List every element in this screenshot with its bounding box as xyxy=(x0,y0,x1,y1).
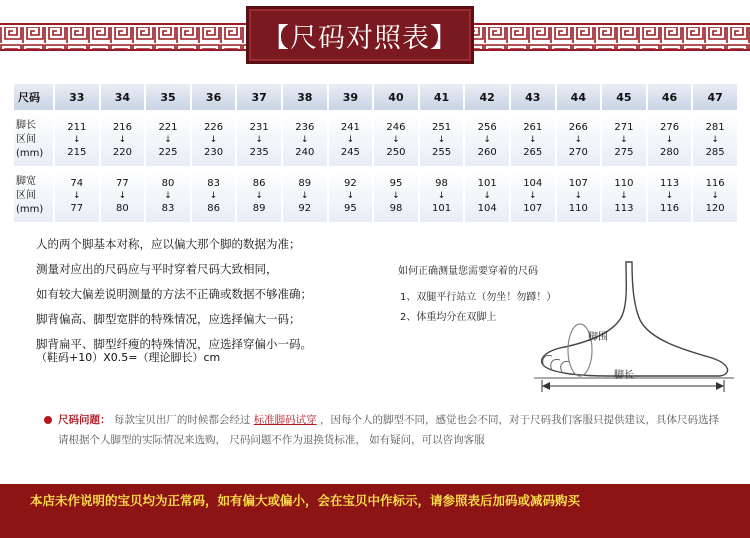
range-max: 285 xyxy=(705,147,725,158)
range-max: 77 xyxy=(70,203,84,214)
range-max: 101 xyxy=(432,203,452,214)
down-arrow-icon: ↓ xyxy=(574,135,583,145)
range-max: 230 xyxy=(204,147,224,158)
diagram-step-2: 2、体重均分在双脚上 xyxy=(400,312,497,323)
range-min: 271 xyxy=(614,122,634,133)
range-min: 276 xyxy=(659,122,680,133)
size-cell: 35 xyxy=(145,84,191,110)
range-max: 235 xyxy=(249,147,269,158)
range-min: 231 xyxy=(249,122,269,133)
foot-length-range-cell xyxy=(556,114,602,166)
foot-width-range-cell xyxy=(419,170,465,222)
foot-width-range-cell xyxy=(373,170,419,222)
range-min: 251 xyxy=(432,122,452,133)
down-arrow-icon: ↓ xyxy=(665,135,674,145)
size-cell: 33 xyxy=(54,84,100,110)
down-arrow-icon: ↓ xyxy=(483,135,491,145)
range-max: 86 xyxy=(207,203,220,214)
down-arrow-icon: ↓ xyxy=(118,135,127,145)
note-line: 测量对应出的尺码应与平时穿着尺码大致相同， xyxy=(36,262,278,276)
range-max: 113 xyxy=(614,203,634,214)
range-min: 266 xyxy=(568,122,588,133)
diagram-title: 如何正确测量您需要穿着的尺码 xyxy=(398,266,538,277)
size-issue-note xyxy=(58,410,728,450)
range-min: 92 xyxy=(343,178,357,189)
size-cell: 45 xyxy=(601,84,647,110)
range-min: 246 xyxy=(386,122,406,133)
foot-length-range-cell xyxy=(191,114,237,166)
foot-length-range-cell xyxy=(236,114,282,166)
range-min: 74 xyxy=(70,178,84,189)
foot-measure-diagram xyxy=(394,258,746,398)
foot-width-row xyxy=(14,170,738,222)
size-cell: 46 xyxy=(647,84,693,110)
down-arrow-icon: ↓ xyxy=(620,135,628,145)
size-cell: 42 xyxy=(464,84,510,110)
down-arrow-icon: ↓ xyxy=(255,191,263,201)
down-arrow-icon: ↓ xyxy=(483,191,491,201)
range-max: 215 xyxy=(67,147,87,158)
size-chart-table xyxy=(14,84,739,222)
down-arrow-icon: ↓ xyxy=(574,191,583,201)
foot-length-range-cell xyxy=(601,114,647,166)
down-arrow-icon: ↓ xyxy=(346,191,355,201)
down-arrow-icon: ↓ xyxy=(73,135,81,145)
foot-length-range-cell xyxy=(282,114,328,166)
down-arrow-icon: ↓ xyxy=(392,135,400,145)
foot-width-range-cell xyxy=(328,170,374,222)
foot-width-range-cell xyxy=(556,170,602,222)
range-min: 211 xyxy=(67,122,87,133)
foot-width-label xyxy=(14,170,54,222)
down-arrow-icon: ↓ xyxy=(711,135,719,145)
down-arrow-icon: ↓ xyxy=(118,191,127,201)
down-arrow-icon: ↓ xyxy=(255,135,263,145)
size-cell: 40 xyxy=(373,84,419,110)
range-max: 250 xyxy=(386,147,406,158)
foot-width-range-cell xyxy=(236,170,282,222)
range-min: 241 xyxy=(340,122,360,133)
issue-label: 尺码问题： xyxy=(58,414,111,426)
foot-length-range-cell xyxy=(510,114,556,166)
range-max: 275 xyxy=(614,147,634,158)
size-cell: 44 xyxy=(556,84,602,110)
range-min: 104 xyxy=(523,178,543,189)
size-cell: 34 xyxy=(100,84,146,110)
range-max: 280 xyxy=(659,147,680,158)
range-max: 120 xyxy=(705,203,725,214)
foot-length-label-line: 区间 xyxy=(16,134,36,145)
range-max: 265 xyxy=(523,147,543,158)
foot-length-range-cell xyxy=(100,114,146,166)
range-min: 80 xyxy=(161,178,175,189)
range-min: 221 xyxy=(158,122,178,133)
range-max: 110 xyxy=(568,203,588,214)
range-min: 101 xyxy=(477,178,497,189)
range-min: 98 xyxy=(435,178,448,189)
range-min: 116 xyxy=(705,178,725,189)
foot-width-range-cell xyxy=(282,170,328,222)
foot-length-range-cell xyxy=(373,114,419,166)
note-line: 脚背偏高、脚型宽胖的特殊情况，应选择偏大一码； xyxy=(36,312,301,326)
foot-width-range-cell xyxy=(692,170,738,222)
foot-width-range-cell xyxy=(510,170,556,222)
foot-length-label-diagram: 脚长 xyxy=(614,370,634,381)
size-cell: 41 xyxy=(419,84,465,110)
down-arrow-icon: ↓ xyxy=(164,135,172,145)
foot-width-range-cell xyxy=(647,170,693,222)
range-max: 225 xyxy=(158,147,178,158)
foot-width-range-cell xyxy=(54,170,100,222)
range-min: 107 xyxy=(568,178,588,189)
range-min: 89 xyxy=(298,178,312,189)
measurement-notes xyxy=(36,232,396,364)
down-arrow-icon: ↓ xyxy=(209,191,218,201)
foot-length-range-cell xyxy=(419,114,465,166)
range-max: 107 xyxy=(523,203,543,214)
range-max: 95 xyxy=(343,203,357,214)
size-notice-text: 本店未作说明的宝贝均为正常码，如有偏大或偏小，会在宝贝中作标示，请参照表后加码或减码购买 xyxy=(30,493,581,508)
foot-length-range-cell xyxy=(54,114,100,166)
range-max: 92 xyxy=(298,203,312,214)
range-min: 261 xyxy=(523,122,543,133)
range-max: 255 xyxy=(432,147,452,158)
size-cell: 39 xyxy=(328,84,374,110)
foot-width-range-cell xyxy=(601,170,647,222)
range-min: 113 xyxy=(659,178,680,189)
page-title: 【尺码对照表】 xyxy=(246,6,474,64)
down-arrow-icon: ↓ xyxy=(392,191,400,201)
down-arrow-icon: ↓ xyxy=(164,191,172,201)
size-notice-banner xyxy=(0,484,750,538)
size-cell: 37 xyxy=(236,84,282,110)
foot-width-range-cell xyxy=(464,170,510,222)
foot-length-row xyxy=(14,114,738,166)
size-header-row xyxy=(14,84,738,110)
diagram-step-1: 1、双腿平行站立（勿坐！勿蹲！） xyxy=(400,292,557,303)
foot-width-range-cell xyxy=(191,170,237,222)
foot-width-range-cell xyxy=(100,170,146,222)
foot-length-label-line: 脚长 xyxy=(16,120,36,131)
size-cell: 38 xyxy=(282,84,328,110)
range-max: 245 xyxy=(340,147,360,158)
size-cell: 43 xyxy=(510,84,556,110)
range-min: 110 xyxy=(614,178,634,189)
down-arrow-icon: ↓ xyxy=(300,135,309,145)
foot-width-label-line: 区间 xyxy=(16,190,36,201)
range-min: 216 xyxy=(112,122,132,133)
down-arrow-icon: ↓ xyxy=(209,135,218,145)
size-formula: （鞋码+10）X0.5=（理论脚长）cm xyxy=(36,351,221,364)
down-arrow-icon: ↓ xyxy=(73,191,81,201)
range-max: 260 xyxy=(477,147,497,158)
foot-length-label-line: (mm) xyxy=(16,148,44,159)
range-max: 116 xyxy=(659,203,680,214)
range-max: 240 xyxy=(295,147,315,158)
range-max: 83 xyxy=(161,203,175,214)
range-min: 77 xyxy=(116,178,129,189)
range-max: 98 xyxy=(389,203,403,214)
size-cell: 36 xyxy=(191,84,237,110)
foot-circumference-label: 脚围 xyxy=(588,332,608,343)
foot-length-range-cell xyxy=(647,114,693,166)
note-line: 脚背扁平、脚型纤瘦的特殊情况，应选择穿偏小一码。 xyxy=(36,337,312,351)
foot-illustration xyxy=(394,258,746,398)
range-min: 256 xyxy=(477,122,497,133)
note-line: 人的两个脚基本对称，应以偏大那个脚的数据为准； xyxy=(36,237,301,251)
issue-highlight: 标准脚码试穿 xyxy=(253,414,317,426)
range-min: 226 xyxy=(204,122,224,133)
down-arrow-icon: ↓ xyxy=(437,191,446,201)
down-arrow-icon: ↓ xyxy=(528,191,537,201)
down-arrow-icon: ↓ xyxy=(711,191,719,201)
bullet-dot xyxy=(44,416,52,424)
range-min: 83 xyxy=(207,178,220,189)
range-max: 220 xyxy=(112,147,132,158)
foot-width-label-line: (mm) xyxy=(16,204,44,215)
foot-length-range-cell xyxy=(145,114,191,166)
foot-length-range-cell xyxy=(692,114,738,166)
issue-text-before: 每款宝贝出厂的时候都会经过 xyxy=(113,414,251,426)
foot-width-label-line: 脚宽 xyxy=(16,176,36,187)
foot-length-label xyxy=(14,114,54,166)
size-label-cell: 尺码 xyxy=(14,84,54,110)
down-arrow-icon: ↓ xyxy=(620,191,628,201)
issue-text-after: ，因每个人的脚型不同，感觉也会不同，对于尺码我们客服只提供建议，具体尺码选择请根据个人脚型的实际情况来选购， 尺码问题不作为退换货标准， 如有疑问，可以咨询客服 xyxy=(58,414,720,446)
down-arrow-icon: ↓ xyxy=(437,135,446,145)
range-max: 270 xyxy=(568,147,588,158)
down-arrow-icon: ↓ xyxy=(346,135,355,145)
range-max: 89 xyxy=(252,203,266,214)
range-min: 236 xyxy=(295,122,315,133)
foot-length-range-cell xyxy=(328,114,374,166)
range-min: 86 xyxy=(252,178,266,189)
down-arrow-icon: ↓ xyxy=(300,191,309,201)
range-max: 104 xyxy=(477,203,497,214)
size-cell: 47 xyxy=(692,84,738,110)
foot-length-range-cell xyxy=(464,114,510,166)
foot-width-range-cell xyxy=(145,170,191,222)
note-line: 如有较大偏差说明测量的方法不正确或数据不够准确； xyxy=(36,287,312,301)
range-min: 281 xyxy=(705,122,725,133)
down-arrow-icon: ↓ xyxy=(665,191,674,201)
down-arrow-icon: ↓ xyxy=(528,135,537,145)
range-max: 80 xyxy=(116,203,129,214)
range-min: 95 xyxy=(389,178,403,189)
